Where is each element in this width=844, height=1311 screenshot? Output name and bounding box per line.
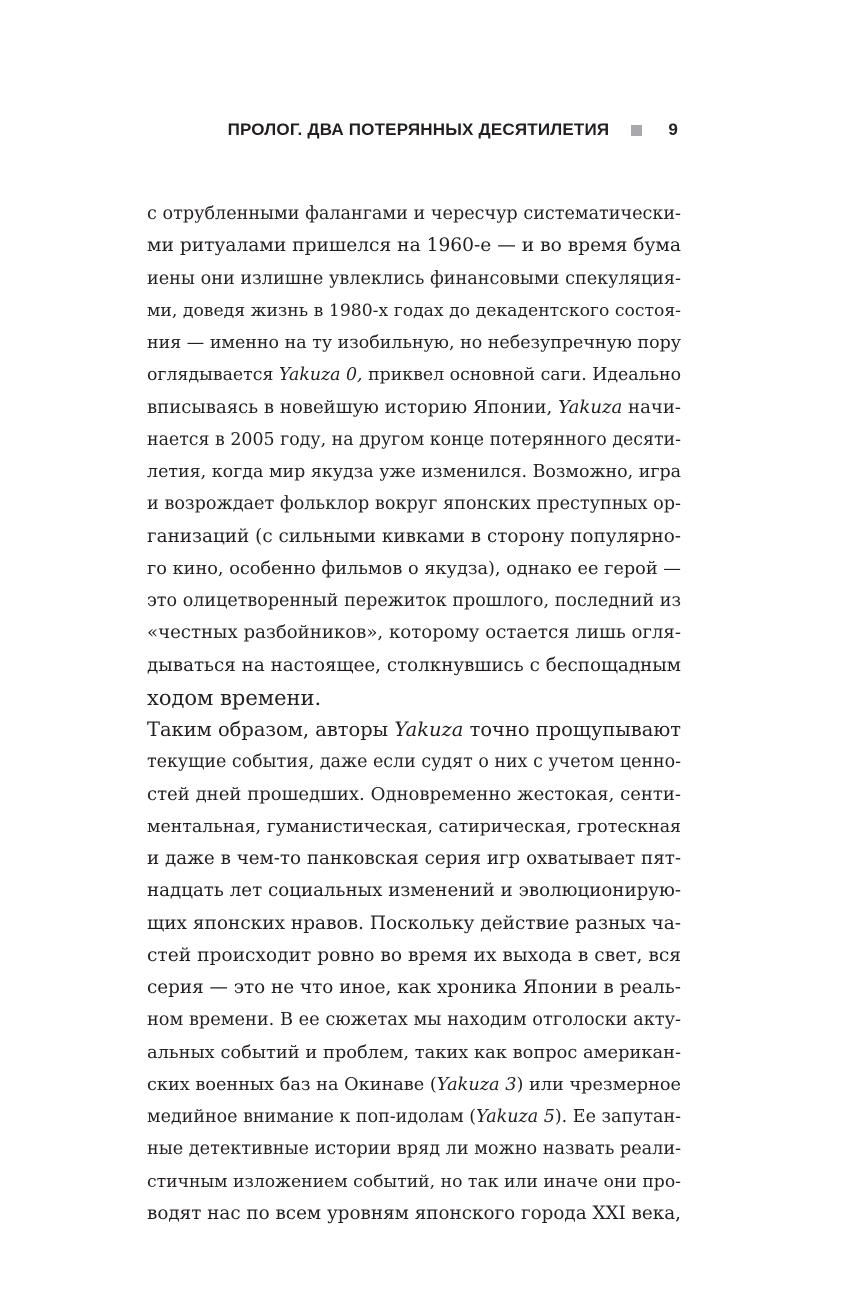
- italic-title: Yakuza 3: [436, 1074, 517, 1095]
- text-run: ные детективные истории вряд ли можно назвать реали-: [147, 1139, 682, 1160]
- text-run: приквел основной саги. Идеально: [362, 365, 681, 386]
- text-run: ми, доведя жизнь в 1980-х годах до декадентского состоя-: [147, 300, 681, 321]
- text-run: ми ритуалами пришелся на 1960-е — и во время бума: [147, 235, 681, 257]
- text-run: нается в 2005 году, на другом конце потерянного десяти-: [147, 429, 681, 450]
- italic-title: Yakuza: [558, 396, 623, 418]
- text-run: Таким образом, авторы: [147, 718, 395, 741]
- separator-square-icon: [631, 125, 642, 136]
- text-run: ских военных баз на Окинаве (: [147, 1074, 437, 1095]
- paragraph-2-line: [147, 972, 681, 1004]
- paragraph-2-line: [147, 811, 681, 843]
- paragraph-2-line: [147, 1133, 681, 1165]
- paragraph-2-line: [147, 746, 681, 778]
- text-run: альных событий и проблем, таких как вопрос американ-: [147, 1041, 681, 1063]
- running-head-title: ПРОЛОГ. ДВА ПОТЕРЯННЫХ ДЕСЯТИЛЕТИЯ: [227, 120, 610, 139]
- paragraph-2-line: [147, 779, 681, 811]
- text-run: оглядывается: [147, 365, 279, 386]
- text-run: это олицетворенный пережиток прошлого, последний из: [147, 591, 681, 611]
- text-run: водят нас по всем уровням японского города XXI века,: [147, 1202, 681, 1224]
- paragraph-1-line: [147, 327, 681, 359]
- page-number: 9: [668, 120, 678, 139]
- paragraph-1-line: [147, 488, 681, 520]
- text-run: надцать лет социальных изменений и эволюционирую-: [147, 880, 681, 902]
- text-run: «честных разбойников», которому остается лишь огля-: [147, 622, 681, 644]
- italic-title: Yakuza 5: [476, 1107, 555, 1127]
- italic-title: Yakuza 0,: [278, 365, 363, 386]
- text-run: щих японских нравов. Поскольку действие разных ча-: [147, 912, 681, 934]
- paragraph-2-line: [147, 1037, 681, 1069]
- paragraph-1-line: [147, 230, 681, 262]
- text-run: иены они излишне увлеклись финансовыми спекуляция-: [147, 268, 681, 289]
- text-run: летия, когда мир якудза уже изменился. Возможно, игра: [147, 462, 681, 482]
- paragraph-2-line: [147, 1004, 681, 1036]
- paragraph-1-line: [147, 617, 681, 649]
- paragraph-2-line: [147, 940, 681, 972]
- text-run: и даже в чем-то панковская серия игр охватывает пят-: [147, 848, 681, 869]
- paragraph-1-line: [147, 456, 681, 488]
- paragraph-2-line: [147, 1198, 681, 1230]
- paragraph-1-line: [147, 682, 681, 714]
- text-run: с отрубленными фалангами и чересчур систематически-: [147, 204, 681, 224]
- paragraph-1-line: [147, 263, 681, 295]
- text-run: точно прощупывают: [463, 718, 682, 741]
- paragraph-2-line: [147, 714, 681, 746]
- paragraph-2-line: [147, 843, 681, 875]
- text-run: ментальная, гуманистическая, сатирическая, гротескная: [147, 816, 681, 837]
- paragraph-1-line: [147, 198, 681, 230]
- paragraph-2-line: [147, 1166, 681, 1198]
- paragraph-1-line: [147, 359, 681, 391]
- text-run: стей дней прошедших. Одновременно жестокая, сенти-: [147, 783, 681, 805]
- paragraph-2-line: [147, 908, 681, 940]
- text-run: стей происходит ровно во время их выхода в свет, вся: [147, 944, 681, 966]
- text-run: и возрождает фольклор вокруг японских преступных ор-: [147, 494, 681, 515]
- paragraph-1-line: [147, 295, 681, 327]
- paragraph-2-line: [147, 1101, 681, 1133]
- paragraph-1-line: [147, 521, 681, 553]
- text-run: ния — именно на ту изобильную, но небезупречную пору: [147, 333, 681, 353]
- text-run: ). Ее запутан-: [554, 1107, 681, 1127]
- paragraph-1-line: [147, 553, 681, 585]
- paragraph-1-line: [147, 650, 681, 682]
- text-run: начи-: [622, 396, 681, 418]
- paragraph-1-line: [147, 424, 681, 456]
- paragraph-2-line: [147, 1069, 681, 1101]
- paragraph-1-line: [147, 585, 681, 617]
- italic-title: Yakuza: [394, 718, 464, 741]
- text-run: ном времени. В ее сюжетах мы находим отголоски акту-: [147, 1010, 681, 1031]
- paragraph-2-line: [147, 875, 681, 907]
- text-run: дываться на настоящее, столкнувшись с беспощадным: [147, 654, 681, 676]
- text-run: медийное внимание к поп-идолам (: [147, 1107, 477, 1127]
- body-text: [147, 198, 681, 1230]
- text-run: ходом времени.: [147, 685, 322, 710]
- text-run: стичным изложением событий, но так или иначе они про-: [147, 1171, 681, 1192]
- text-run: ) или чрезмерное: [516, 1074, 681, 1095]
- text-run: ганизаций (с сильными кивками в сторону популярно-: [147, 525, 681, 547]
- running-head: [228, 120, 678, 140]
- text-run: серия — это не что иное, как хроника Японии в реаль-: [147, 977, 681, 998]
- text-run: го кино, особенно фильмов о якудза), однако ее герой —: [147, 558, 681, 579]
- paragraph-1-line: [147, 392, 681, 424]
- text-run: вписываясь в новейшую историю Японии,: [147, 396, 559, 418]
- text-run: текущие события, даже если судят о них с учетом ценно-: [147, 752, 681, 773]
